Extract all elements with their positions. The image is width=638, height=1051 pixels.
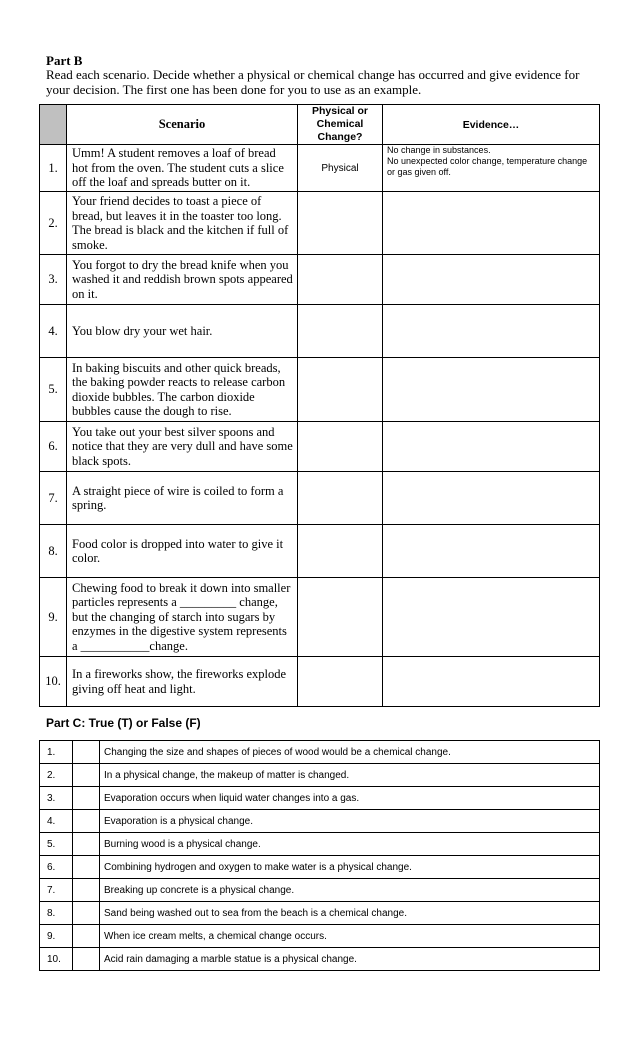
scenario-row — [40, 578, 600, 657]
scenario-text: In baking biscuits and other quick breads, the baking powder reacts to release carbon dioxide bubbles. The carbon dioxide bubbles cause the dough to rise. — [67, 358, 298, 422]
tf-number: 10. — [40, 948, 73, 971]
true-false-row — [40, 787, 600, 810]
scenario-text: A straight piece of wire is coiled to form a spring. — [67, 472, 298, 525]
tf-number: 1. — [40, 741, 73, 764]
tf-statement: Evaporation is a physical change. — [100, 810, 600, 833]
scenario-row — [40, 145, 600, 192]
change-type-cell[interactable] — [298, 657, 383, 707]
change-type-cell[interactable]: Physical — [298, 145, 383, 192]
scenario-row — [40, 305, 600, 358]
true-false-row — [40, 948, 600, 971]
tf-answer-cell[interactable] — [73, 948, 100, 971]
scenario-number: 8. — [40, 525, 67, 578]
tf-answer-cell[interactable] — [73, 741, 100, 764]
true-false-row — [40, 925, 600, 948]
tf-statement: Changing the size and shapes of pieces of wood would be a chemical change. — [100, 741, 600, 764]
tf-statement: Evaporation occurs when liquid water changes into a gas. — [100, 787, 600, 810]
part-b-instructions: Read each scenario. Decide whether a physical or chemical change has occurred and give evidence for your decision. The first one has been done for you to use as an example. — [46, 67, 580, 97]
true-false-table — [39, 740, 600, 971]
scenario-number: 2. — [40, 192, 67, 255]
scenario-row — [40, 657, 600, 707]
header-evidence: Evidence… — [383, 105, 600, 145]
scenario-number: 6. — [40, 422, 67, 472]
true-false-row — [40, 902, 600, 925]
tf-statement: Burning wood is a physical change. — [100, 833, 600, 856]
scenario-text: You forgot to dry the bread knife when you washed it and reddish brown spots appeared on it. — [67, 255, 298, 305]
tf-statement: Sand being washed out to sea from the beach is a chemical change. — [100, 902, 600, 925]
true-false-row — [40, 833, 600, 856]
tf-statement: In a physical change, the makeup of matter is changed. — [100, 764, 600, 787]
scenario-table — [39, 104, 600, 707]
evidence-cell[interactable] — [383, 422, 600, 472]
tf-number: 7. — [40, 879, 73, 902]
tf-statement: Combining hydrogen and oxygen to make water is a physical change. — [100, 856, 600, 879]
part-c-title: Part C: True (T) or False (F) — [46, 716, 201, 730]
tf-number: 5. — [40, 833, 73, 856]
scenario-header-row — [40, 105, 600, 145]
tf-answer-cell[interactable] — [73, 856, 100, 879]
true-false-row — [40, 741, 600, 764]
evidence-cell[interactable] — [383, 525, 600, 578]
scenario-text: Umm! A student removes a loaf of bread hot from the oven. The student cuts a slice off the loaf and spreads butter on it. — [67, 145, 298, 192]
header-number-cell — [40, 105, 67, 145]
tf-answer-cell[interactable] — [73, 833, 100, 856]
evidence-cell[interactable] — [383, 358, 600, 422]
scenario-number: 4. — [40, 305, 67, 358]
tf-answer-cell[interactable] — [73, 925, 100, 948]
change-type-cell[interactable] — [298, 255, 383, 305]
scenario-number: 7. — [40, 472, 67, 525]
tf-number: 8. — [40, 902, 73, 925]
scenario-text: Chewing food to break it down into smaller particles represents a _________ change, but the changing of starch into sugars by enzymes in the digestive system represents a ___________change. — [67, 578, 298, 657]
scenario-text: You blow dry your wet hair. — [67, 305, 298, 358]
scenario-number: 3. — [40, 255, 67, 305]
evidence-cell[interactable] — [383, 305, 600, 358]
tf-answer-cell[interactable] — [73, 764, 100, 787]
change-type-cell[interactable] — [298, 192, 383, 255]
scenario-row — [40, 525, 600, 578]
tf-statement: Breaking up concrete is a physical change. — [100, 879, 600, 902]
change-type-cell[interactable] — [298, 578, 383, 657]
evidence-cell[interactable] — [383, 578, 600, 657]
evidence-cell[interactable] — [383, 255, 600, 305]
tf-number: 3. — [40, 787, 73, 810]
change-type-cell[interactable] — [298, 305, 383, 358]
true-false-row — [40, 764, 600, 787]
evidence-cell[interactable] — [383, 192, 600, 255]
tf-statement: Acid rain damaging a marble statue is a physical change. — [100, 948, 600, 971]
true-false-row — [40, 810, 600, 833]
true-false-row — [40, 879, 600, 902]
scenario-number: 9. — [40, 578, 67, 657]
scenario-number: 5. — [40, 358, 67, 422]
tf-statement: When ice cream melts, a chemical change occurs. — [100, 925, 600, 948]
scenario-text: In a fireworks show, the fireworks explode giving off heat and light. — [67, 657, 298, 707]
change-type-cell[interactable] — [298, 422, 383, 472]
scenario-row — [40, 255, 600, 305]
tf-answer-cell[interactable] — [73, 902, 100, 925]
header-scenario: Scenario — [67, 105, 298, 145]
tf-answer-cell[interactable] — [73, 787, 100, 810]
evidence-cell[interactable] — [383, 472, 600, 525]
evidence-cell[interactable]: No change in substances. No unexpected color change, temperature change or gas given off. — [383, 145, 600, 192]
tf-number: 4. — [40, 810, 73, 833]
scenario-row — [40, 422, 600, 472]
scenario-row — [40, 192, 600, 255]
scenario-text: Food color is dropped into water to give it color. — [67, 525, 298, 578]
tf-number: 2. — [40, 764, 73, 787]
header-change-type: Physical or Chemical Change? — [298, 105, 383, 145]
scenario-number: 10. — [40, 657, 67, 707]
change-type-cell[interactable] — [298, 358, 383, 422]
change-type-cell[interactable] — [298, 472, 383, 525]
change-type-cell[interactable] — [298, 525, 383, 578]
tf-number: 9. — [40, 925, 73, 948]
scenario-row — [40, 358, 600, 422]
scenario-text: You take out your best silver spoons and notice that they are very dull and have some black spots. — [67, 422, 298, 472]
true-false-row — [40, 856, 600, 879]
scenario-text: Your friend decides to toast a piece of bread, but leaves it in the toaster too long. The bread is black and the kitchen if full of smoke. — [67, 192, 298, 255]
scenario-number: 1. — [40, 145, 67, 192]
scenario-row — [40, 472, 600, 525]
tf-answer-cell[interactable] — [73, 810, 100, 833]
tf-answer-cell[interactable] — [73, 879, 100, 902]
evidence-cell[interactable] — [383, 657, 600, 707]
tf-number: 6. — [40, 856, 73, 879]
part-b-title: Part B — [46, 53, 83, 68]
